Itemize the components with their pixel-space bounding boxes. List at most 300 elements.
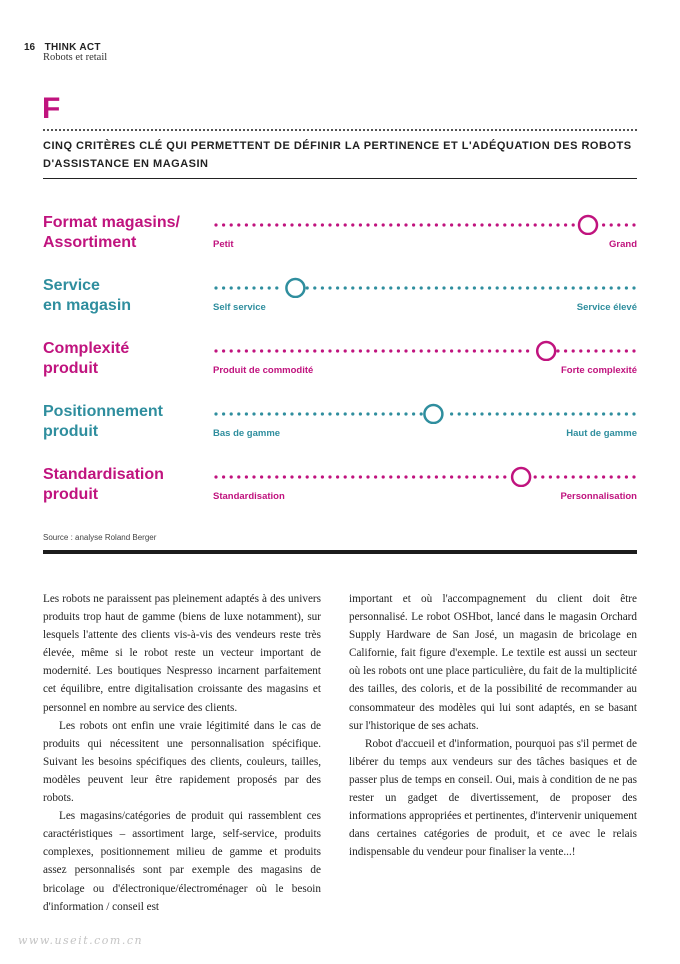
body-column-right [349, 590, 637, 861]
scale-dot [534, 286, 537, 289]
scale-dot [336, 349, 339, 352]
scale-dot [412, 475, 415, 478]
scale-dot [336, 475, 339, 478]
scale-dot [412, 286, 415, 289]
scale-dot [313, 475, 316, 478]
scale-dot [610, 475, 613, 478]
scale-dot [617, 223, 620, 226]
scale-dot [450, 223, 453, 226]
scale-dot [511, 286, 514, 289]
scale-dot [610, 349, 613, 352]
section-subtitle: Robots et retail [43, 52, 108, 63]
scale-dot [526, 412, 529, 415]
scale-dot [632, 286, 635, 289]
scale-dot [389, 223, 392, 226]
scale-dot [534, 223, 537, 226]
scale-dot [328, 223, 331, 226]
criterion-row [43, 213, 637, 263]
scale-dot [321, 349, 324, 352]
scale-dot [359, 412, 362, 415]
scale-dot [632, 475, 635, 478]
scale-dot [366, 349, 369, 352]
body-column-left [43, 590, 321, 916]
scale-dot [450, 349, 453, 352]
paragraph: Les robots ont enfin une vraie légitimité dans le cas de produits qui nécessitent une personnalisation spécifique. Suivant les besoins spécifiques des clients, couleurs, tailles, modèles peuvent leur être rapidement proposés par des robots. [43, 719, 321, 805]
scale-dot [458, 223, 461, 226]
scale-dot [427, 286, 430, 289]
scale-dot [252, 223, 255, 226]
criterion-row [43, 339, 637, 389]
scale-dot [351, 349, 354, 352]
position-marker [579, 216, 597, 234]
scale-dot [321, 223, 324, 226]
scale-dot [313, 223, 316, 226]
scale-dot [268, 349, 271, 352]
scale-dot [534, 475, 537, 478]
scale-dot [549, 223, 552, 226]
scale-dot [237, 412, 240, 415]
dotted-divider [43, 129, 637, 131]
scale-dot [230, 475, 233, 478]
scale-right-label: Service élevé [576, 302, 637, 313]
scale-dot [458, 286, 461, 289]
scale-dot [572, 349, 575, 352]
scale-dot [366, 475, 369, 478]
scale-dot [480, 412, 483, 415]
scale-dot [465, 286, 468, 289]
scale-dot [518, 412, 521, 415]
thick-divider [43, 550, 637, 554]
scale-dot [556, 286, 559, 289]
scale-dot [587, 475, 590, 478]
scale-right-label: Haut de gamme [566, 428, 637, 439]
scale-dot [442, 475, 445, 478]
scale-dot [427, 475, 430, 478]
scale-dot [366, 223, 369, 226]
scale-dot [306, 475, 309, 478]
scale-dot [397, 223, 400, 226]
scale-dot [268, 412, 271, 415]
scale-dot [313, 286, 316, 289]
criterion-label: Positionnement produit [43, 403, 164, 440]
scale-dot [336, 286, 339, 289]
criterion-label: Standardisation produit [43, 466, 164, 503]
scale-dot [602, 349, 605, 352]
scale-dot [427, 223, 430, 226]
scale-dot [283, 475, 286, 478]
scale-dot [298, 412, 301, 415]
scale-dot [344, 286, 347, 289]
page-number: 16 [24, 42, 36, 53]
scale-dot [503, 475, 506, 478]
scale-dot [587, 349, 590, 352]
scale-dot [351, 223, 354, 226]
scale-dot [268, 286, 271, 289]
paragraph: important et où l'accompagnement du client doit être personnalisé. Le robot OSHbot, lancé dans le magasin Orchard Supply Hardware de San José, un magasin de bricolage en Californie, fait figure d'exemple. Le textile est aussi un secteur où les robots ont une place particulière, du fait de la multiplicité des tailles, des coloris, et de la possibilité de recommander au consommateur des modèles qui lui sont adaptés, en se basant sur l'historique de ses achats. [349, 593, 637, 732]
scale-dot [382, 349, 385, 352]
scale-dot [252, 286, 255, 289]
criterion-scale [213, 465, 637, 487]
scale-dot [496, 475, 499, 478]
scale-dot [435, 349, 438, 352]
scale-right-label: Forte complexité [560, 365, 637, 376]
scale-dot [617, 412, 620, 415]
scale-dot [283, 223, 286, 226]
scale-dot [473, 223, 476, 226]
scale-dot [382, 475, 385, 478]
scale-dot [351, 412, 354, 415]
scale-dot [389, 286, 392, 289]
scale-dot [518, 223, 521, 226]
scale-dot [625, 475, 628, 478]
scale-dot [275, 223, 278, 226]
scale-dot [374, 223, 377, 226]
scale-dot [389, 349, 392, 352]
scale-dot [465, 349, 468, 352]
scale-dot [275, 286, 278, 289]
scale-dot [450, 475, 453, 478]
scale-dot [298, 223, 301, 226]
scale-dot [397, 349, 400, 352]
scale-dot [344, 349, 347, 352]
scale-dot [625, 286, 628, 289]
scale-dot [412, 223, 415, 226]
scale-dot [511, 349, 514, 352]
position-marker [537, 342, 555, 360]
scale-dot [488, 412, 491, 415]
position-marker [286, 279, 304, 297]
scale-dot [541, 475, 544, 478]
criterion-scale [213, 402, 637, 424]
scale-dot [214, 286, 217, 289]
scale-dot [268, 223, 271, 226]
scale-dot [594, 349, 597, 352]
scale-dot [321, 286, 324, 289]
scale-dot [351, 286, 354, 289]
scale-dot [587, 412, 590, 415]
scale-dot [564, 349, 567, 352]
scale-dot [252, 349, 255, 352]
scale-dot [245, 475, 248, 478]
scale-dot [526, 349, 529, 352]
scale-dot [275, 475, 278, 478]
scale-left-label: Produit de commodité [213, 365, 314, 376]
scale-dot [290, 349, 293, 352]
scale-dot [214, 475, 217, 478]
scale-dot [617, 475, 620, 478]
scale-dot [344, 475, 347, 478]
scale-dot [222, 475, 225, 478]
scale-dot [480, 475, 483, 478]
scale-dot [632, 412, 635, 415]
scale-dot [511, 223, 514, 226]
scale-dot [313, 349, 316, 352]
scale-dot [488, 349, 491, 352]
watermark: www.useit.com.cn [18, 934, 144, 947]
scale-dot [283, 349, 286, 352]
scale-dot [602, 286, 605, 289]
scale-dot [518, 286, 521, 289]
criterion-label: Format magasins/ Assortiment [43, 214, 180, 251]
scale-dot [382, 223, 385, 226]
scale-dot [473, 349, 476, 352]
scale-dot [214, 349, 217, 352]
criterion-label: Service en magasin [43, 277, 132, 314]
scale-dot [214, 223, 217, 226]
scale-dot [245, 286, 248, 289]
scale-dot [252, 475, 255, 478]
scale-dot [602, 475, 605, 478]
scale-dot [275, 412, 278, 415]
scale-dot [625, 349, 628, 352]
scale-dot [564, 475, 567, 478]
scale-right-label: Personnalisation [560, 491, 637, 502]
scale-dot [404, 412, 407, 415]
scale-dot [473, 286, 476, 289]
scale-dot [549, 412, 552, 415]
scale-dot [541, 223, 544, 226]
scale-dot [442, 286, 445, 289]
paragraph: Robot d'accueil et d'information, pourquoi pas s'il permet de libérer du temps aux vendeurs sur des tâches basiques et de passer plus de temps en conseil. Oui, mais à condition de ne pas rester un gadget de divertissement, de proposer des informations appropriées et pertinentes, d'intervenir uniquement dans certaines catégories de produit, et ce avec le relais indispensable du vendeur pour finaliser la vente...! [349, 737, 637, 859]
scale-dot [306, 412, 309, 415]
paragraph: Les robots ne paraissent pas pleinement adaptés à des univers produits trop haut de gamme (biens de luxe notamment), sur lesquels l'attente des clients vis-à-vis des vendeurs reste très élevée, même si le robot reste un vecteur important de modernité. Les boutiques Nespresso incarnent parfaitement cet équilibre, entre digitalisation croissante des magasins et personnel en nombre au service des clients. [43, 593, 321, 714]
scale-dot [328, 349, 331, 352]
scale-dot [488, 286, 491, 289]
scale-dot [237, 475, 240, 478]
scale-dot [435, 286, 438, 289]
scale-right-label: Grand [609, 239, 637, 250]
scale-dot [594, 286, 597, 289]
scale-dot [579, 412, 582, 415]
scale-dot [260, 349, 263, 352]
criterion-row [43, 276, 637, 326]
scale-dot [412, 412, 415, 415]
scale-dot [404, 475, 407, 478]
paragraph: Les magasins/catégories de produit qui rassemblent ces caractéristiques – assortiment large, self-service, produits complexes, positionnement milieu de gamme et produits assez personnalisés sont par exemple des magasins de bricolage ou d'électronique/électroménager où le besoin d'information / conseil est [43, 810, 321, 913]
scale-dot [374, 349, 377, 352]
criterion-row [43, 465, 637, 515]
scale-dot [526, 286, 529, 289]
scale-dot [442, 223, 445, 226]
criterion-label: Complexité produit [43, 340, 130, 377]
scale-dot [572, 223, 575, 226]
scale-dot [328, 412, 331, 415]
scale-dot [237, 349, 240, 352]
position-marker [512, 468, 530, 486]
scale-dot [397, 475, 400, 478]
scale-dot [245, 223, 248, 226]
scale-left-label: Petit [213, 239, 234, 250]
scale-dot [359, 349, 362, 352]
scale-dot [328, 286, 331, 289]
scale-dot [237, 223, 240, 226]
scale-dot [465, 475, 468, 478]
scale-left-label: Standardisation [213, 491, 285, 502]
scale-dot [336, 412, 339, 415]
scale-dot [427, 349, 430, 352]
scale-dot [290, 475, 293, 478]
scale-dot [450, 412, 453, 415]
scale-dot [496, 412, 499, 415]
scale-dot [404, 223, 407, 226]
scale-dot [556, 223, 559, 226]
scale-dot [222, 223, 225, 226]
scale-dot [572, 475, 575, 478]
scale-dot [541, 412, 544, 415]
scale-dot [260, 223, 263, 226]
scale-dot [306, 349, 309, 352]
scale-dot [420, 475, 423, 478]
scale-dot [518, 349, 521, 352]
scale-dot [526, 223, 529, 226]
scale-dot [549, 475, 552, 478]
scale-dot [610, 286, 613, 289]
scale-dot [328, 475, 331, 478]
scale-dot [435, 223, 438, 226]
scale-dot [442, 349, 445, 352]
scale-dot [397, 286, 400, 289]
scale-dot [450, 286, 453, 289]
scale-dot [435, 475, 438, 478]
scale-dot [556, 349, 559, 352]
scale-dot [290, 412, 293, 415]
scale-dot [534, 412, 537, 415]
scale-dot [397, 412, 400, 415]
scale-dot [359, 475, 362, 478]
scale-dot [541, 286, 544, 289]
scale-dot [359, 223, 362, 226]
figure-letter: F [42, 92, 61, 125]
scale-dot [617, 349, 620, 352]
scale-dot [488, 475, 491, 478]
scale-dot [420, 286, 423, 289]
scale-dot [625, 223, 628, 226]
scale-dot [336, 223, 339, 226]
scale-dot [564, 286, 567, 289]
scale-dot [230, 286, 233, 289]
scale-dot [275, 349, 278, 352]
scale-dot [549, 286, 552, 289]
scale-dot [496, 349, 499, 352]
scale-dot [366, 286, 369, 289]
scale-dot [404, 286, 407, 289]
scale-dot [556, 475, 559, 478]
scale-dot [306, 286, 309, 289]
position-marker [424, 405, 442, 423]
scale-dot [579, 349, 582, 352]
scale-dot [374, 412, 377, 415]
criterion-scale [213, 339, 637, 361]
publication-name: THINK ACT [44, 42, 101, 53]
scale-dot [503, 349, 506, 352]
scale-dot [632, 349, 635, 352]
scale-dot [458, 475, 461, 478]
scale-dot [465, 223, 468, 226]
scale-dot [503, 412, 506, 415]
scale-dot [252, 412, 255, 415]
scale-dot [382, 412, 385, 415]
scale-dot [374, 475, 377, 478]
scale-dot [389, 412, 392, 415]
scale-dot [222, 286, 225, 289]
scale-dot [290, 223, 293, 226]
scale-dot [344, 412, 347, 415]
scale-dot [579, 286, 582, 289]
scale-dot [602, 412, 605, 415]
scale-dot [230, 223, 233, 226]
scale-dot [351, 475, 354, 478]
scale-dot [260, 286, 263, 289]
scale-dot [610, 223, 613, 226]
criterion-row [43, 402, 637, 452]
scale-dot [564, 412, 567, 415]
scale-dot [260, 475, 263, 478]
scale-dot [480, 349, 483, 352]
scale-dot [306, 223, 309, 226]
scale-dot [366, 412, 369, 415]
scale-dot [260, 412, 263, 415]
scale-dot [488, 223, 491, 226]
scale-dot [458, 412, 461, 415]
scale-dot [556, 412, 559, 415]
figure-source: Source : analyse Roland Berger [43, 533, 157, 542]
scale-dot [298, 475, 301, 478]
scale-dot [389, 475, 392, 478]
scale-dot [587, 286, 590, 289]
scale-dot [572, 412, 575, 415]
scale-dot [321, 475, 324, 478]
scale-dot [503, 223, 506, 226]
scale-dot [298, 349, 301, 352]
scale-dot [496, 286, 499, 289]
scale-dot [344, 223, 347, 226]
scale-dot [374, 286, 377, 289]
scale-dot [511, 412, 514, 415]
scale-dot [214, 412, 217, 415]
scale-dot [321, 412, 324, 415]
scale-dot [564, 223, 567, 226]
scale-dot [420, 349, 423, 352]
scale-dot [420, 223, 423, 226]
criterion-scale [213, 213, 637, 235]
scale-dot [230, 412, 233, 415]
scale-left-label: Bas de gamme [213, 428, 281, 439]
scale-dot [480, 223, 483, 226]
scale-dot [602, 223, 605, 226]
scale-left-label: Self service [213, 302, 266, 313]
scale-dot [465, 412, 468, 415]
scale-dot [313, 412, 316, 415]
scale-dot [458, 349, 461, 352]
scale-dot [222, 412, 225, 415]
scale-dot [404, 349, 407, 352]
scale-dot [480, 286, 483, 289]
scale-dot [579, 475, 582, 478]
scale-dot [617, 286, 620, 289]
scale-dot [610, 412, 613, 415]
scale-dot [473, 412, 476, 415]
scale-dot [268, 475, 271, 478]
scale-dot [245, 349, 248, 352]
scale-dot [496, 223, 499, 226]
scale-dot [245, 412, 248, 415]
scale-dot [237, 286, 240, 289]
scale-dot [632, 223, 635, 226]
scale-dot [473, 475, 476, 478]
scale-dot [222, 349, 225, 352]
scale-dot [412, 349, 415, 352]
scale-dot [382, 286, 385, 289]
